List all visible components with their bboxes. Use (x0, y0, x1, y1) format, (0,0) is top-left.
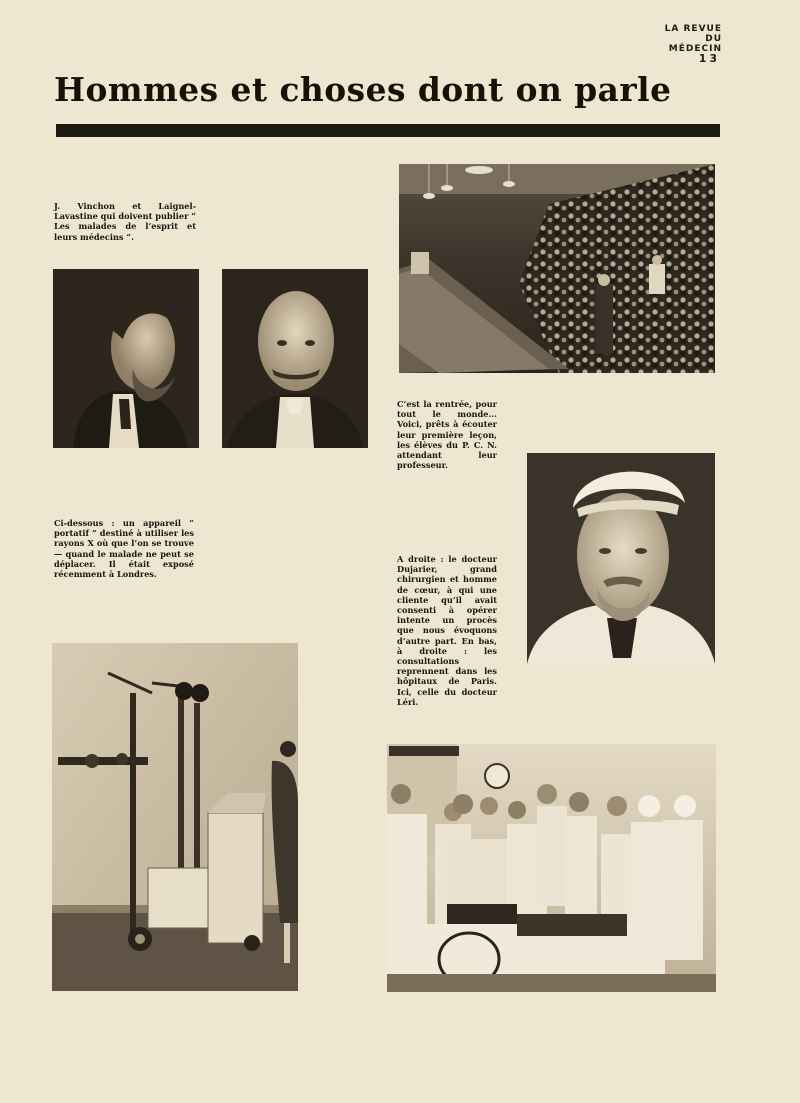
caption-appareil: Ci-dessous : un appareil “ portatif ” destiné à utiliser les rayons X où que l’on se trouve — quand le malade ne peut se déplacer. Il était exposé récemment à Londres. (54, 518, 194, 580)
caption-rentree: C’est la rentrée, pour tout le monde... Voici, prêts à écouter leur première leçon, les élèves du P. C. N. attendant leur professeur. (397, 399, 497, 471)
headline-rule (56, 124, 720, 137)
masthead-line-2: DU (705, 34, 722, 44)
page-number: 13 (698, 52, 720, 65)
caption-dujarier: A droite : le docteur Dujarier, grand chirurgien et homme de cœur, à qui une cliente qu’il avait consenti à opérer intente un procès que nous évoquons d’autre part. En bas, à droite : les consultations reprennent dans les hôpitaux de Paris. Ici, celle du docteur Léri. (397, 554, 497, 707)
portrait-dujarier-photo (527, 453, 715, 664)
portrait-laignel-lavastine-photo (222, 269, 368, 448)
portrait-vinchon-photo (53, 269, 199, 448)
xray-apparatus-photo (52, 643, 298, 991)
masthead-line-1: LA REVUE (664, 24, 722, 34)
masthead (665, 24, 722, 54)
lecture-hall-photo (399, 164, 715, 373)
caption-authors: J. Vinchon et Laignel-Lavastine qui doivent publier “ Les malades de l’esprit et leurs médecins ”. (54, 201, 196, 242)
page-headline: Hommes et choses dont on parle (54, 70, 672, 109)
consultation-photo (387, 744, 716, 992)
masthead-line-3: MÉDECIN (668, 44, 722, 54)
